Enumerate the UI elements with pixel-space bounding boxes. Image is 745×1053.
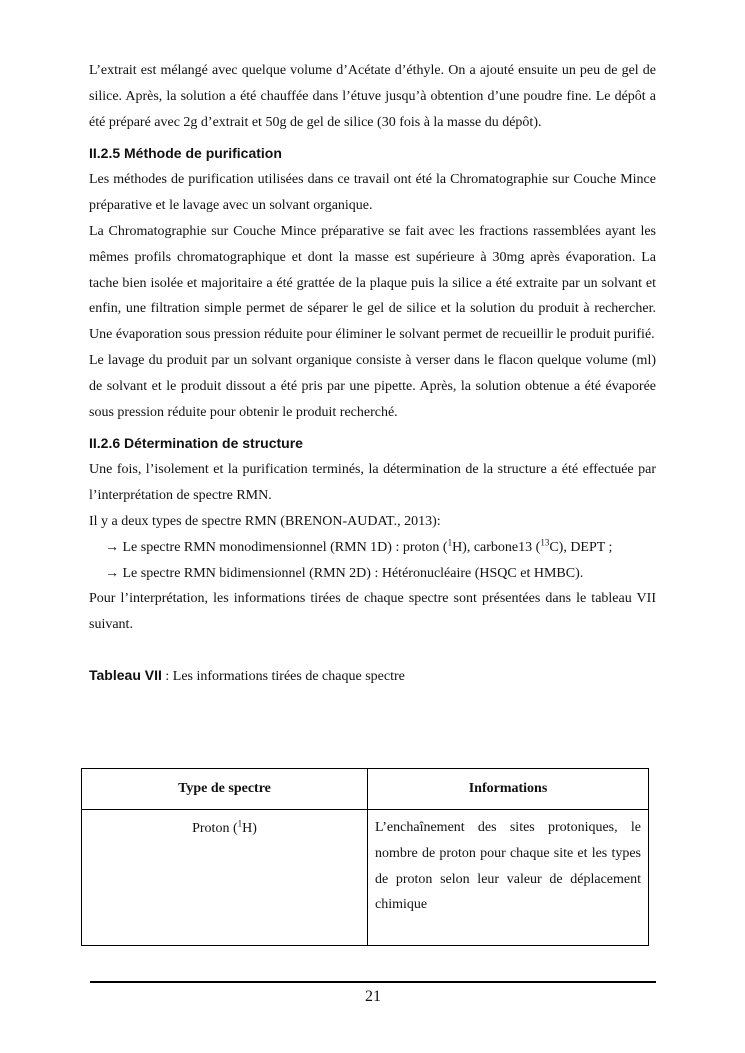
table-cell-type: [82, 810, 368, 946]
table-row: [82, 810, 649, 946]
purification-paragraph-1: Les méthodes de purification utilisées dans ce travail ont été la Chromatographie sur Couche Mince préparative et le lavage avec un solvant organique.: [89, 172, 656, 214]
list-item-text: C), DEPT ;: [549, 539, 613, 555]
purification-paragraph-2: La Chromatographie sur Couche Mince préparative se fait avec les fractions rassemblées ayant les mêmes profils chromatographique et dont la masse est supérieure à 30mg après évaporation. La tache bien isolée et majoritaire a été grattée de la plaque puis la silice a été extraite par un solvant et enfin, une filtration simple permet de séparer le gel de silice et la solution du produit à rechercher. Une évaporation sous pression réduite pour éliminer le solvant permet de recueillir le produit purifié.: [89, 223, 656, 343]
section-heading-purification: II.2.5 Méthode de purification: [89, 145, 282, 162]
structure-paragraph-1: Une fois, l’isolement et la purification terminés, la détermination de la structure a été effectuée par l’interprétation de spectre RMN.: [89, 462, 656, 504]
table-header-row: [82, 769, 649, 810]
arrow-icon: →: [105, 565, 119, 581]
superscript: 13: [540, 537, 550, 548]
page-number: 21: [365, 988, 381, 1005]
superscript: 1: [237, 818, 243, 829]
cell-text: Proton (: [192, 821, 238, 836]
list-item-rmn-2d: [89, 561, 656, 587]
list-item-text: H), carbone13 (: [452, 539, 541, 555]
superscript: 1: [447, 537, 453, 548]
table-cell-info: L’enchaînement des sites protoniques, le nombre de proton pour chaque site et les types de proton selon leur valeur de déplacement chimique: [368, 810, 649, 946]
structure-paragraph-2: Il y a deux types de spectre RMN (BRENON-AUDAT., 2013):: [89, 513, 441, 529]
list-item-text: Le spectre RMN bidimensionnel (RMN 2D) : Hétéronucléaire (HSQC et HMBC).: [119, 565, 584, 581]
list-item-text: Le spectre RMN monodimensionnel (RMN 1D) : proton (: [119, 539, 448, 555]
purification-paragraph-3: Le lavage du produit par un solvant organique consiste à verser dans le flacon quelque volume (ml) de solvant et le produit dissout a été pris par une pipette. Après, la solution obtenue a été évaporée sous pression réduite pour obtenir le produit recherché.: [89, 352, 656, 420]
structure-paragraph-3: Pour l’interprétation, les informations tirées de chaque spectre sont présentées dans le tableau VII suivant.: [89, 591, 656, 633]
table-header-cell: Type de spectre: [82, 769, 368, 810]
arrow-icon: →: [105, 539, 119, 555]
table-caption: [89, 665, 656, 687]
cell-text: H): [242, 821, 257, 836]
intro-paragraph: L’extrait est mélangé avec quelque volume d’Acétate d’éthyle. On a ajouté ensuite un peu de gel de silice. Après, la solution a été chauffée dans l’étuve jusqu’à obtention d’une poudre fine. Le dépôt a été préparé avec 2g d’extrait et 50g de gel de silice (30 fois à la masse du dépôt).: [89, 63, 656, 130]
table-header-cell: Informations: [368, 769, 649, 810]
table-caption-label: Tableau VII: [89, 666, 162, 683]
document-page: [89, 58, 656, 687]
section-heading-structure: II.2.6 Détermination de structure: [89, 435, 303, 452]
spectrum-info-table: [81, 768, 649, 946]
footer-divider: [90, 981, 656, 983]
list-item-rmn-1d: [89, 535, 656, 561]
table-caption-text: : Les informations tirées de chaque spectre: [161, 668, 405, 684]
